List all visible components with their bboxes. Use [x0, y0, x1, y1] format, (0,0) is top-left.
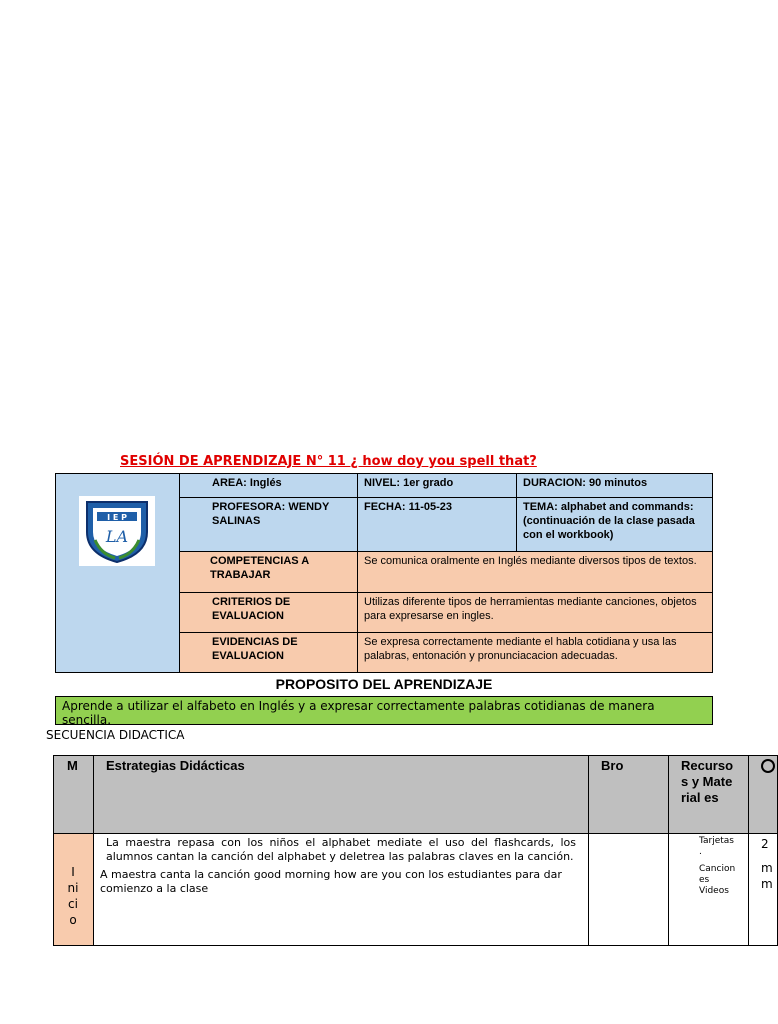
- inicio-label-cell: [53, 833, 94, 946]
- competencias-label: COMPETENCIAS A TRABAJAR: [179, 551, 358, 593]
- criterios-label: CRITERIOS DE EVALUACION: [179, 592, 358, 633]
- evidencias-label: EVIDENCIAS DE EVALUACION: [179, 632, 358, 673]
- resource-tarjetas: Tarjetas: [699, 836, 734, 846]
- inicio-paragraph-1: La maestra repasa con los niños el alphabet mediate el uso del flashcards, los alumnos cantan la canción del alphabet y deletrea las palabras claves en la canción.: [106, 836, 576, 863]
- profesora-cell: PROFESORA: WENDY SALINAS: [179, 497, 358, 552]
- col-header-m: M: [53, 755, 94, 834]
- nivel-cell: NIVEL: 1er grado: [357, 473, 517, 498]
- time-value-1: 2: [761, 837, 769, 851]
- col-header-bro: Bro: [588, 755, 669, 834]
- inicio-time-cell: [748, 833, 778, 946]
- time-value-2: m: [761, 861, 773, 875]
- school-logo: [79, 496, 155, 566]
- col-header-estrategias: Estrategias Didácticas: [93, 755, 589, 834]
- resource-videos: Videos: [699, 886, 729, 896]
- resource-dot: .: [699, 847, 702, 857]
- session-title: SESIÓN DE APRENDIZAJE N° 11 ¿ how doy you spell that?: [120, 454, 537, 469]
- clock-icon: [761, 759, 775, 773]
- logo-monogram: LA: [105, 527, 129, 546]
- inicio-recursos-cell: [668, 833, 749, 946]
- secuencia-label: SECUENCIA DIDACTICA: [46, 728, 185, 742]
- inicio-paragraph-2: A maestra canta la canción good morning how are you con los estudiantes para dar comienzo a la clase: [100, 868, 562, 895]
- inicio-bro-cell: [588, 833, 669, 946]
- evidencias-value: Se expresa correctamente mediante el habla cotidiana y usa las palabras, entonación y pronunciacacion adecuadas.: [357, 632, 713, 673]
- area-cell: AREA: Inglés: [179, 473, 358, 498]
- competencias-value: Se comunica oralmente en Inglés mediante diversos tipos de textos.: [357, 551, 713, 593]
- proposito-text: Aprende a utilizar el alfabeto en Inglés y a expresar correctamente palabras cotidianas de manera sencilla.: [55, 696, 713, 725]
- time-value-3: m: [761, 877, 773, 891]
- logo-ring-text: I E P: [107, 513, 127, 522]
- resource-canciones: Cancion es: [699, 864, 736, 885]
- fecha-cell: FECHA: 11-05-23: [357, 497, 517, 552]
- proposito-title: PROPOSITO DEL APRENDIZAJE: [275, 676, 493, 692]
- criterios-value: Utilizas diferente tipos de herramientas mediante canciones, objetos para expresarse en ingles.: [357, 592, 713, 633]
- col-header-time: [748, 755, 778, 834]
- inicio-label: I ni ci o: [67, 865, 79, 927]
- inicio-estrategias-cell: [93, 833, 589, 946]
- tema-cell: TEMA: alphabet and commands: (continuación de la clase pasada con el workbook): [516, 497, 713, 552]
- col-header-recursos: Recurso s y Material es: [668, 755, 749, 834]
- duracion-cell: DURACION: 90 minutos: [516, 473, 713, 498]
